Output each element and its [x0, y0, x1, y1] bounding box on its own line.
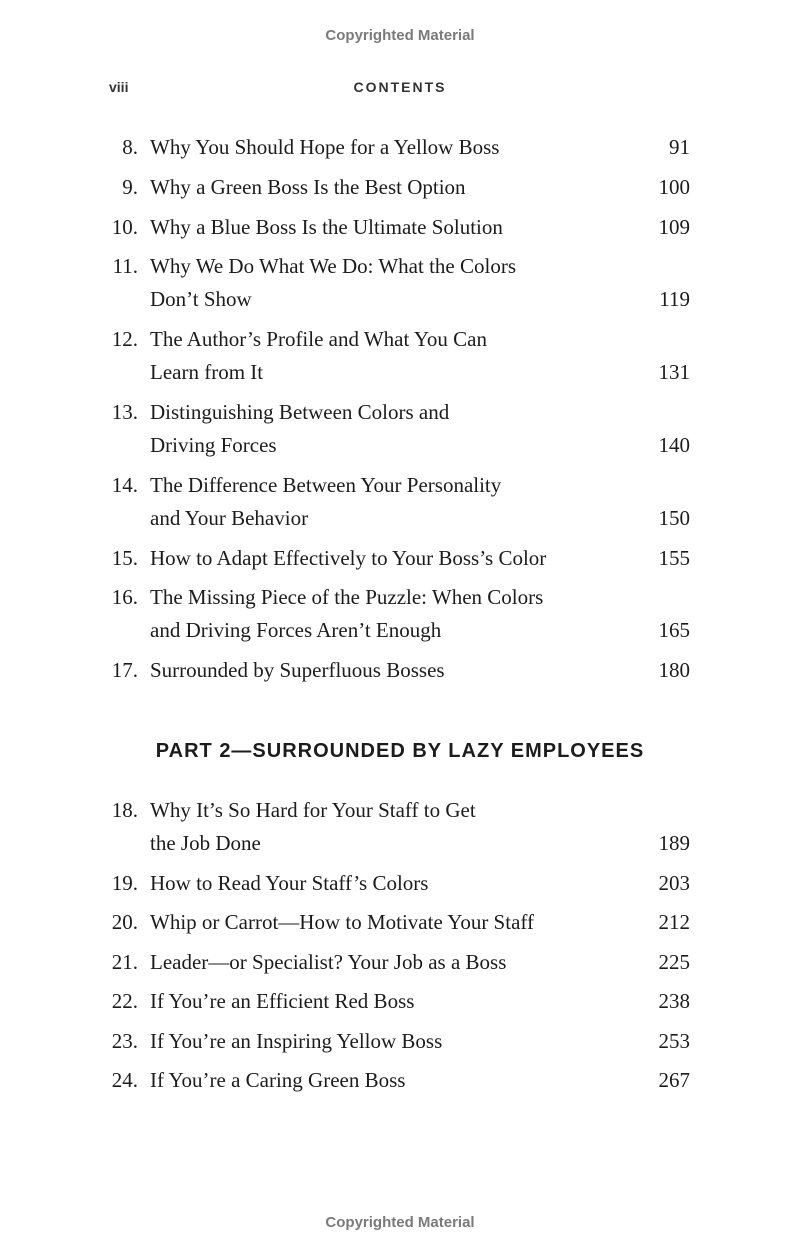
chapter-number: 16.: [111, 585, 138, 609]
chapter-title-line: If You’re a Caring Green Boss: [150, 1068, 406, 1092]
chapter-title: [150, 794, 620, 860]
chapter-title: [150, 131, 620, 164]
chapter-title-line: The Author’s Profile and What You Can: [150, 327, 487, 351]
chapter-number: 18.: [111, 798, 138, 822]
chapter-number: 8.: [122, 135, 138, 159]
chapter-number: 11.: [112, 254, 138, 278]
chapter-number: 13.: [111, 400, 138, 424]
chapter-number: 15.: [111, 546, 138, 570]
chapter-title: [150, 581, 620, 647]
chapter-title: [150, 250, 620, 316]
chapter-title: [150, 542, 620, 575]
page-number: 238: [658, 989, 690, 1013]
watermark-top: Copyrighted Material: [325, 27, 475, 44]
page-number: 109: [658, 215, 690, 239]
chapter-title-line: Why We Do What We Do: What the Colors: [150, 254, 517, 278]
chapter-number: 21.: [111, 950, 138, 974]
page-number: 180: [658, 658, 690, 682]
chapter-title: [150, 906, 620, 939]
chapter-number: 19.: [111, 871, 138, 895]
chapter-number: 17.: [111, 658, 138, 682]
watermark-bottom: Copyrighted Material: [325, 1214, 475, 1231]
page-number: 225: [658, 950, 690, 974]
chapter-title: [150, 946, 620, 979]
chapter-title-line: Why a Green Boss Is the Best Option: [150, 175, 466, 199]
chapter-title-line: How to Read Your Staff’s Colors: [150, 871, 429, 895]
chapter-title-line: the Job Done: [150, 831, 261, 855]
chapter-title-line: Whip or Carrot—How to Motivate Your Staff: [150, 910, 534, 934]
chapter-title-line: How to Adapt Effectively to Your Boss’s Color: [150, 546, 547, 570]
chapter-title-line: Why It’s So Hard for Your Staff to Get: [150, 798, 476, 822]
page-number: 150: [658, 506, 690, 530]
chapter-title-line: Don’t Show: [150, 287, 252, 311]
chapter-title-line: Learn from It: [150, 360, 264, 384]
chapter-title-line: Distinguishing Between Colors and: [150, 400, 450, 424]
chapter-number: 20.: [111, 910, 138, 934]
page-number: 91: [669, 135, 690, 159]
chapter-title-line: and Driving Forces Aren’t Enough: [150, 618, 442, 642]
page-number: 189: [658, 831, 690, 855]
chapter-number: 12.: [111, 327, 138, 351]
chapter-title: [150, 469, 620, 535]
chapter-title: [150, 867, 620, 900]
chapter-title: [150, 985, 620, 1018]
chapter-number: 10.: [111, 215, 138, 239]
chapter-title: [150, 1025, 620, 1058]
chapter-title-line: Why a Blue Boss Is the Ultimate Solution: [150, 215, 503, 239]
chapter-title-line: and Your Behavior: [150, 506, 309, 530]
part-heading: PART 2—SURROUNDED BY LAZY EMPLOYEES: [155, 740, 645, 762]
chapter-number: 14.: [111, 473, 138, 497]
chapter-number: 9.: [122, 175, 138, 199]
page-number: 100: [658, 175, 690, 199]
chapter-number: 23.: [111, 1029, 138, 1053]
chapter-title: [150, 654, 620, 687]
page-folio: viii: [109, 79, 129, 95]
chapter-title-line: Leader—or Specialist? Your Job as a Boss: [150, 950, 507, 974]
page-number: 165: [658, 618, 690, 642]
chapter-number: 24.: [111, 1068, 138, 1092]
page-number: 253: [658, 1029, 690, 1053]
page-number: 119: [659, 287, 690, 311]
chapter-title: [150, 1064, 620, 1097]
chapter-title: [150, 396, 620, 462]
chapter-title-line: The Missing Piece of the Puzzle: When Colors: [150, 585, 544, 609]
page-number: 267: [658, 1068, 690, 1092]
page-number: 203: [658, 871, 690, 895]
chapter-title-line: The Difference Between Your Personality: [150, 473, 502, 497]
page-number: 131: [658, 360, 690, 384]
chapter-number: 22.: [111, 989, 138, 1013]
page-number: 140: [658, 433, 690, 457]
chapter-title-line: Why You Should Hope for a Yellow Boss: [150, 135, 500, 159]
chapter-title-line: If You’re an Inspiring Yellow Boss: [150, 1029, 443, 1053]
chapter-title: [150, 211, 620, 244]
page-number: 155: [658, 546, 690, 570]
chapter-title-line: If You’re an Efficient Red Boss: [150, 989, 415, 1013]
running-head: CONTENTS: [353, 79, 447, 95]
chapter-title: [150, 171, 620, 204]
chapter-title: [150, 323, 620, 389]
chapter-title-line: Driving Forces: [150, 433, 277, 457]
chapter-title-line: Surrounded by Superfluous Bosses: [150, 658, 445, 682]
page-number: 212: [658, 910, 690, 934]
